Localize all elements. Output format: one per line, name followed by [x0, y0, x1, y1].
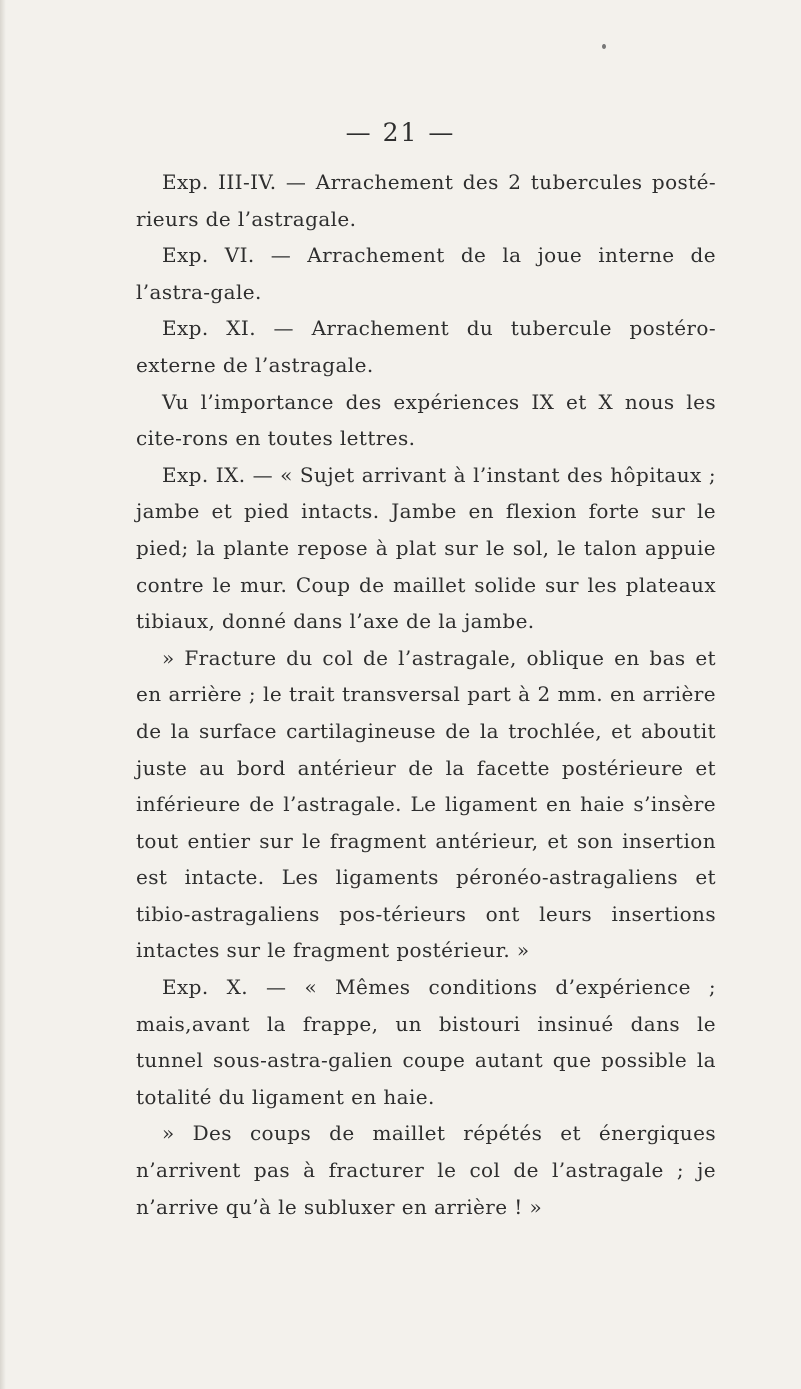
page-number: — 21 — — [345, 118, 456, 147]
paragraph-importance: Vu l’importance des expériences IX et X nous les cite-rons en toutes lettres. — [136, 389, 716, 451]
page-edge — [0, 0, 6, 1389]
paragraph-exp-10: Exp. X. — « Mêmes conditions d’expérience ; mais,avant la frappe, un bistouri insinué dans le tunnel sous-astra-galien coupe autant que possible la totalité du ligament en haie. — [136, 975, 716, 1109]
paragraph-exp-11: Exp. XI. — Arrachement du tubercule postéro-externe de l’astragale. — [136, 316, 716, 377]
ink-speck — [602, 44, 606, 49]
paragraph-exp-6: Exp. VI. — Arrachement de la joue interne de l’astra-gale. — [136, 243, 716, 304]
paragraph-exp-3-4: Exp. III-IV. — Arrachement des 2 tubercules posté-rieurs de l’astragale. — [136, 170, 716, 231]
paragraph-fracture: » Fracture du col de l’astragale, oblique en bas et en arrière ; le trait transversal part à 2 mm. en arrière de la surface cartilagineuse de la trochlée, et aboutit juste au bord antérieur de la facette postérieure et inférieure de l’astragale. Le ligament en haie s’insère tout entier sur le fragment antérieur, et son insertion est intacte. Les ligaments péronéo-astragaliens et tibio-astragaliens pos-térieurs ont leurs insertions intactes sur le fragment postérieur. » — [136, 645, 716, 963]
paragraph-exp-9: Exp. IX. — « Sujet arrivant à l’instant des hôpitaux ; jambe et pied intacts. Jambe en flexion forte sur le pied; la plante repose à plat sur le sol, le talon appuie contre le mur. Coup de maillet solide sur les plateaux tibiaux, donné dans l’axe de la jambe. — [136, 462, 716, 634]
body-text — [136, 164, 716, 1225]
paragraph-coups: » Des coups de maillet répétés et énergiques n’arrivent pas à fracturer le col de l’astragale ; je n’arrive qu’à le subluxer en arrière ! » — [136, 1121, 716, 1219]
